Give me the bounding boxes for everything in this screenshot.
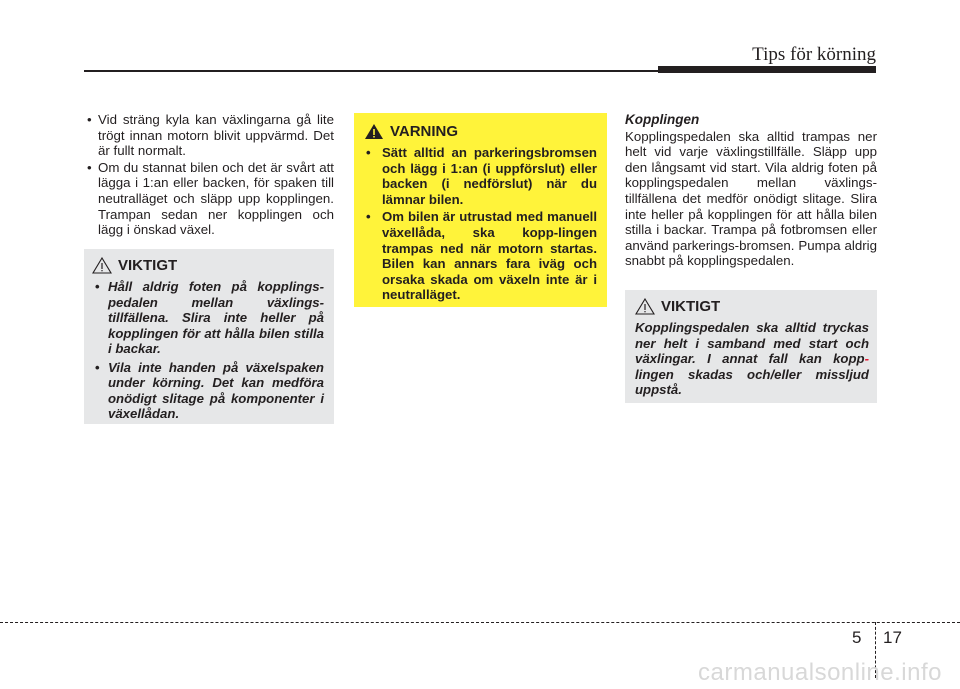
watermark: carmanualsonline.info [698,659,942,686]
caution-triangle-icon [635,298,655,315]
notice-box-right [625,290,877,403]
page-number: 17 [883,628,902,647]
notice-label: VIKTIGT [118,257,178,274]
notice-text-part1: Kopplingspedalen ska alltid tryckas ner helt i samband med start och växlingar. I annat fall kan kopp [635,320,869,367]
right-column [625,112,877,269]
notice-item: • Vila inte handen på växelspaken under körning. Det kan medföra onödigt slitage på komponenter i växellådan. [92,360,324,422]
section-paragraph: Kopplingspedalen ska alltid trampas ner helt vid varje växlingstillfälle. Släpp upp den långsamt vid start. Vila aldrig foten på kopplingspedalen mellan växlings-tillfällena det medför onödigt slitage. Slira inte heller på kopplingen för att hålla bilen stilla i backar. Trampa på fotbromsen eller använd parkerings-bromsen. Pumpa aldrig snabbt på kopplingspedalen. [625,128,877,269]
notice-item: • Håll aldrig foten på kopplings-pedalen mellan växlings-tillfällena. Slira inte heller på kopplingen för att hålla bilen stilla i backar. [92,279,324,357]
warning-label: VARNING [390,123,459,140]
notice-header [635,298,869,315]
tip-item: • Om du stannat bilen och det är svårt att lägga i 1:an eller backen, för spaken till neutralläget och släpp upp kopplingen. Trampan sedan ner kopplingen och lägg i önskad växel. [84,160,334,238]
warning-item: • Om bilen är utrustad med manuell växellåda, ska kopp-lingen trampas ned när motorn startas. Bilen kan annars fara iväg och orsaka skada om växeln inte är i neutralläget. [364,209,597,303]
header-rule [84,70,658,72]
notice-text [635,320,869,398]
notice-label: VIKTIGT [661,298,721,315]
tip-item: • Vid sträng kyla kan växlingarna gå lite trögt innan motorn blivit uppvärmd. Det är fullt normalt. [84,112,334,159]
warning-triangle-icon [364,123,384,140]
warning-list [364,145,597,303]
section-number: 5 [852,628,862,647]
notice-text-part2: lingen skadas och/eller missljud uppstå. [635,366,869,398]
page-header-title: Tips för körning [752,44,876,65]
warning-item: • Sätt alltid an parkeringsbromsen och lägg i 1:an (i uppförslut) eller backen (i nedförslut) när du lämnar bilen. [364,145,597,207]
section-subheading: Kopplingen [625,112,700,127]
notice-hyphen: - [864,351,869,367]
caution-triangle-icon [92,257,112,274]
notice-header [92,257,324,274]
header-bar [658,66,876,73]
notice-box-left [84,249,334,424]
footer-rule [0,622,960,623]
warning-box [354,113,607,307]
tips-list [84,112,334,238]
warning-header [364,123,597,140]
left-column [84,112,334,238]
notice-list [92,279,324,422]
